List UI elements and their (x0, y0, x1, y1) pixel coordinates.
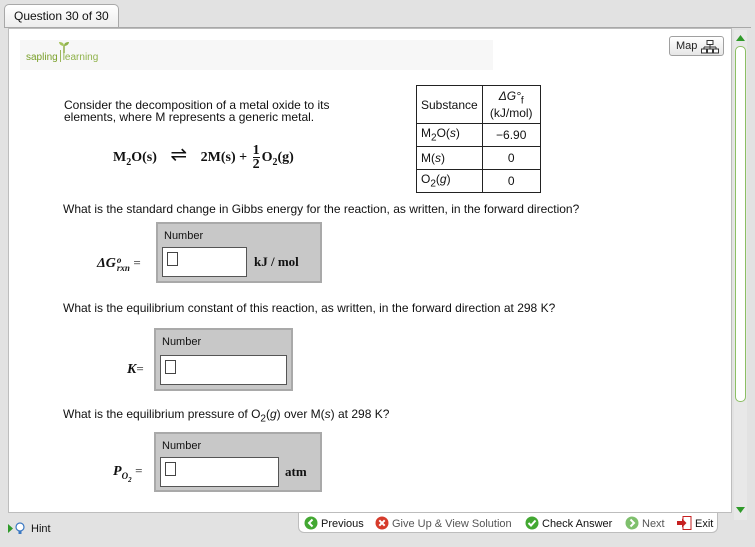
map-label: Map (676, 40, 698, 52)
brand-name-right: learning (62, 52, 99, 63)
q1-number-input[interactable] (162, 247, 247, 277)
q1-unit: kJ / mol (254, 254, 299, 269)
q3-input-cursor (165, 462, 176, 476)
eq-frac-num: 1 (252, 143, 260, 159)
q1-input-cursor (167, 252, 178, 266)
q1-var-main: ΔG (97, 256, 116, 271)
exit-icon (677, 516, 692, 530)
check-answer-label: Check Answer (542, 518, 613, 530)
q1-box-label: Number (164, 230, 204, 242)
exit-label: Exit (695, 518, 714, 530)
question-2-text: What is the equilibrium constant of this reaction, as written, in the forward direction at 298 K? (63, 301, 556, 315)
tab-question[interactable] (4, 4, 119, 28)
row-substance: $O_2(g)$ (417, 170, 483, 193)
eq-frac-den: 2 (252, 157, 260, 173)
q3-var-main: P (113, 464, 122, 479)
eq-product2-sub: 2 (272, 156, 278, 168)
q2-input-cursor (165, 360, 176, 374)
q3-unit: atm (285, 464, 307, 479)
previous-icon (304, 516, 318, 530)
q3-box-label: Number (162, 440, 202, 452)
header-dg-symbol: ΔG° (498, 88, 521, 103)
nav-bar (298, 513, 718, 533)
give-up-icon (375, 516, 389, 530)
q1-var-sub: rxn (116, 262, 130, 273)
q2-number-input[interactable] (160, 355, 287, 385)
question-3-text: What is the equilibrium pressure of $O_2(g)$ over M(s) at 298 K? (63, 407, 390, 425)
next-icon (625, 516, 639, 530)
next-button[interactable] (625, 516, 665, 530)
header-substance: Substance (417, 86, 483, 124)
previous-label: Previous (321, 518, 364, 530)
check-icon (525, 516, 539, 530)
give-up-label: Give Up & View Solution (392, 518, 512, 530)
bottom-bar (0, 513, 755, 547)
vertical-scrollbar[interactable] (734, 30, 747, 520)
eq-product2: O (261, 150, 273, 165)
tab-label: Question 30 of 30 (14, 9, 109, 23)
eq-fraction (253, 144, 260, 171)
row-value: 0 (482, 147, 540, 170)
brand-logo (26, 50, 98, 63)
header-dg-sub: f (520, 95, 524, 107)
thermo-table (416, 85, 541, 193)
scroll-up-icon[interactable] (734, 32, 747, 44)
next-label: Next (642, 518, 665, 530)
q3-answer-box (154, 432, 322, 492)
header-dg (482, 86, 540, 124)
row-value: −6.90 (482, 124, 540, 147)
q3-variable: $P_{O_2}$ = (113, 463, 143, 484)
q3-number-input[interactable] (160, 457, 279, 487)
sitemap-icon (701, 40, 719, 54)
header-units: (kJ/mol) (489, 106, 533, 121)
table-row (417, 147, 541, 170)
previous-button[interactable] (304, 516, 364, 530)
exit-button[interactable] (677, 516, 713, 530)
reaction-equation (113, 142, 294, 171)
q1-var-sup: o (116, 254, 122, 265)
row-substance: $M_2O(s)$ (417, 124, 483, 147)
table-header-row (417, 86, 541, 124)
scroll-thumb[interactable] (735, 46, 746, 402)
eq-product2-tail: (g) (277, 150, 294, 165)
hint-icon (8, 522, 28, 535)
q2-equals: = (136, 361, 144, 376)
question-panel (8, 28, 732, 513)
problem-intro: Consider the decomposition of a metal oxide to its elements, where M represents a generic metal. (64, 98, 330, 124)
map-button[interactable] (669, 36, 724, 56)
eq-reactant-sub: 2 (126, 156, 132, 168)
row-substance: M(s) (417, 147, 483, 170)
check-answer-button[interactable] (525, 516, 612, 530)
eq-reactant: M (113, 150, 127, 165)
hint-button[interactable] (8, 522, 51, 535)
q2-box-label: Number (162, 336, 202, 348)
q1-variable (97, 255, 141, 272)
table-row (417, 124, 541, 147)
eq-product1: 2M(s) + (200, 150, 248, 165)
question-1-text: What is the standard change in Gibbs energy for the reaction, as written, in the forward direction? (63, 202, 580, 216)
q2-var-main: K (127, 362, 137, 377)
q2-answer-box (154, 328, 293, 391)
table-row (417, 170, 541, 193)
q3-equals: = (135, 463, 143, 478)
q2-variable (127, 361, 144, 378)
brand-bar (20, 40, 493, 70)
eq-reactant-tail: O(s) (131, 150, 157, 165)
equilibrium-arrow-icon: ⇌ (170, 144, 188, 166)
hint-label: Hint (31, 523, 51, 535)
give-up-button[interactable] (375, 516, 512, 530)
q1-equals: = (133, 255, 141, 270)
brand-name-left: sapling (26, 52, 58, 63)
sprout-icon (57, 41, 71, 53)
q1-answer-box (156, 222, 322, 283)
row-value: 0 (482, 170, 540, 193)
